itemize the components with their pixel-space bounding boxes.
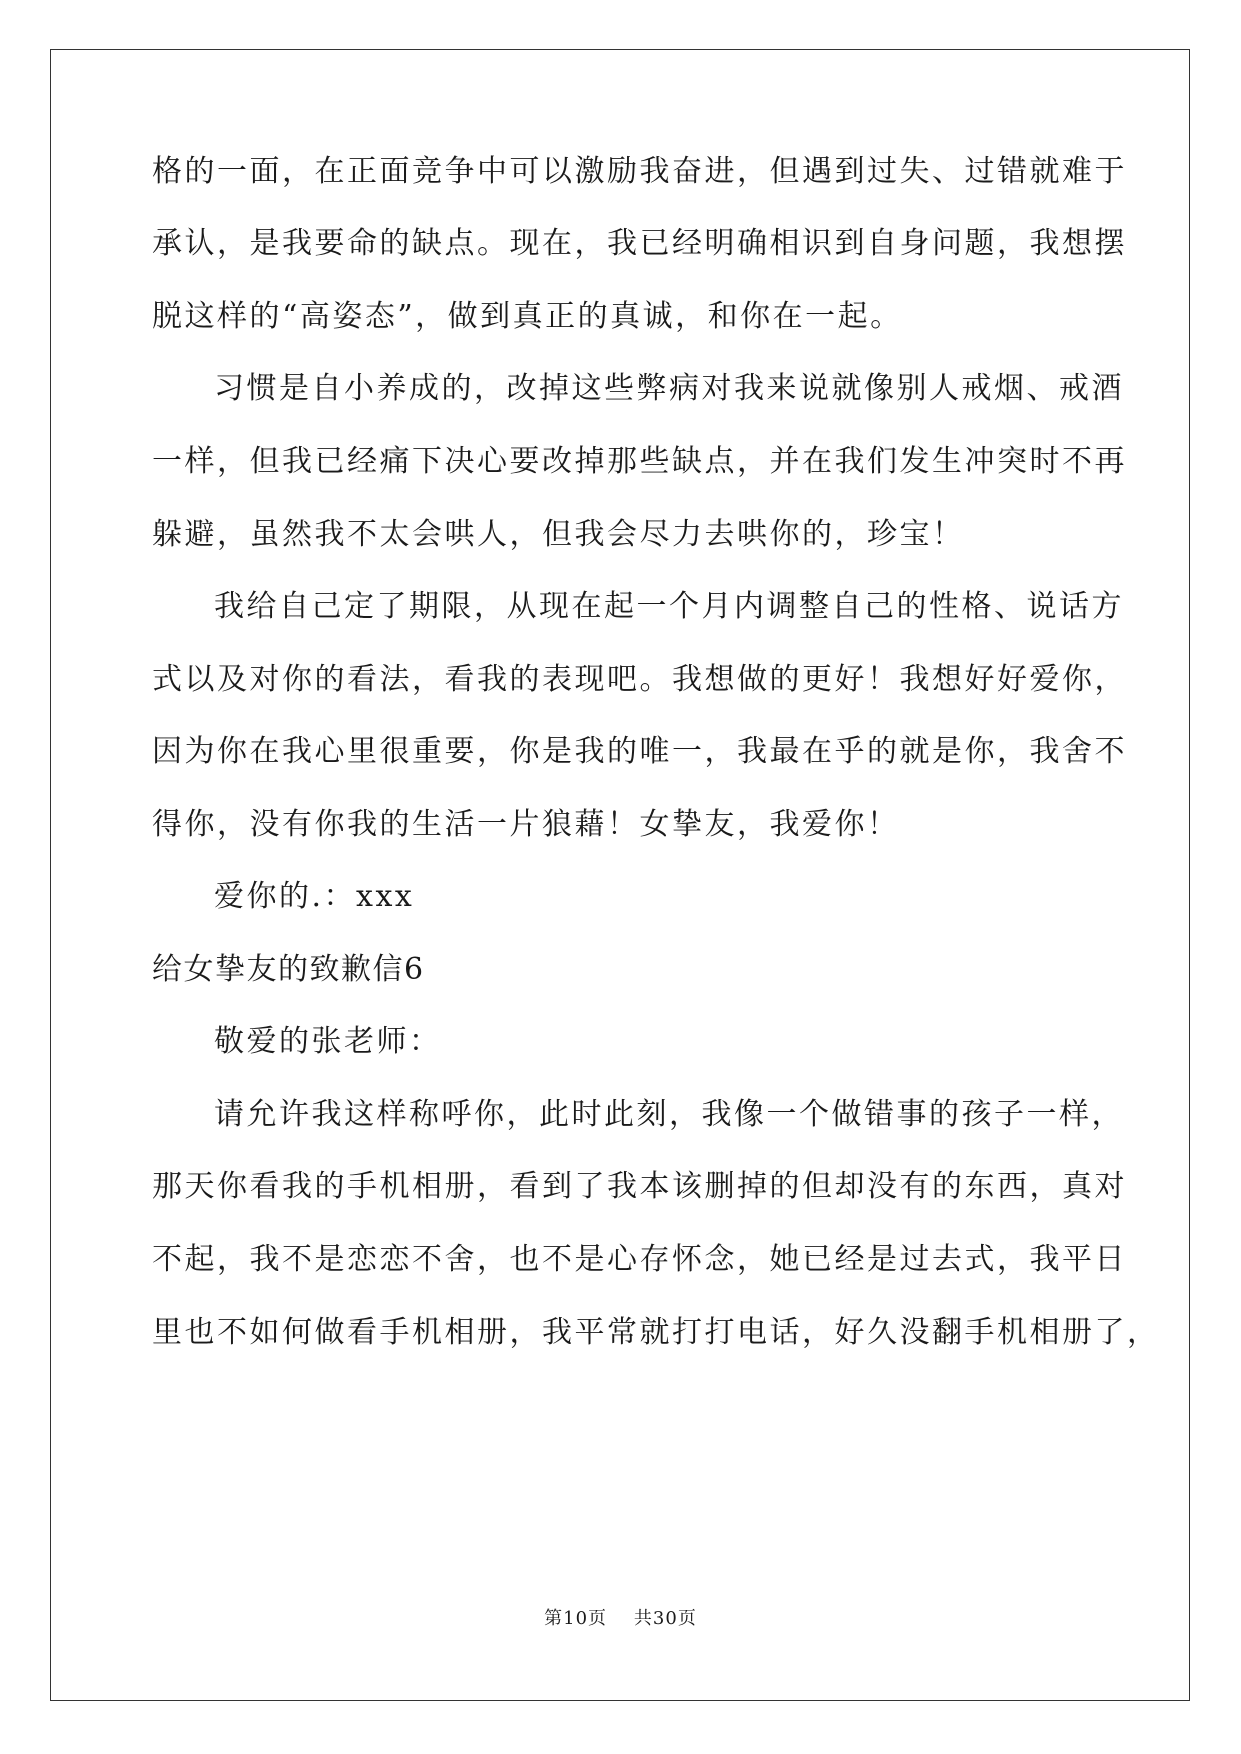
section-heading: 给女挚友的致歉信6 — [152, 952, 425, 987]
paragraph-line: 得你，没有你我的生活一片狼藉！女挚友，我爱你！ — [152, 807, 900, 842]
paragraph-line: 那天你看我的手机相册，看到了我本该删掉的但却没有的东西，真对 — [152, 1169, 1127, 1204]
paragraph-line: 脱这样的“高姿态”，做到真正的真诚，和你在一起。 — [152, 299, 903, 334]
page-number-footer: 第10页 共30页 — [544, 1608, 697, 1629]
paragraph-line: 我给自己定了期限，从现在起一个月内调整自己的性格、说话方 — [214, 589, 1124, 624]
paragraph-line: 请允许我这样称呼你，此时此刻，我像一个做错事的孩子一样， — [214, 1097, 1124, 1132]
signature-line: 爱你的.：xxx — [214, 879, 415, 914]
salutation-line: 敬爱的张老师： — [214, 1024, 442, 1059]
paragraph-line: 式以及对你的看法，看我的表现吧。我想做的更好！我想好好爱你， — [152, 662, 1127, 697]
paragraph-line: 习惯是自小养成的，改掉这些弊病对我来说就像别人戒烟、戒酒 — [214, 371, 1124, 406]
paragraph-line: 承认，是我要命的缺点。现在，我已经明确相识到自身问题，我想摆 — [152, 226, 1127, 261]
paragraph-line: 一样，但我已经痛下决心要改掉那些缺点，并在我们发生冲突时不再 — [152, 444, 1127, 479]
paragraph-line: 因为你在我心里很重要，你是我的唯一，我最在乎的就是你，我舍不 — [152, 734, 1127, 769]
paragraph-line: 里也不如何做看手机相册，我平常就打打电话，好久没翻手机相册了， — [152, 1315, 1160, 1350]
paragraph-line: 躲避，虽然我不太会哄人，但我会尽力去哄你的，珍宝！ — [152, 517, 965, 552]
paragraph-line: 格的一面，在正面竞争中可以激励我奋进，但遇到过失、过错就难于 — [152, 154, 1127, 189]
paragraph-line: 不起，我不是恋恋不舍，也不是心存怀念，她已经是过去式，我平日 — [152, 1242, 1127, 1277]
